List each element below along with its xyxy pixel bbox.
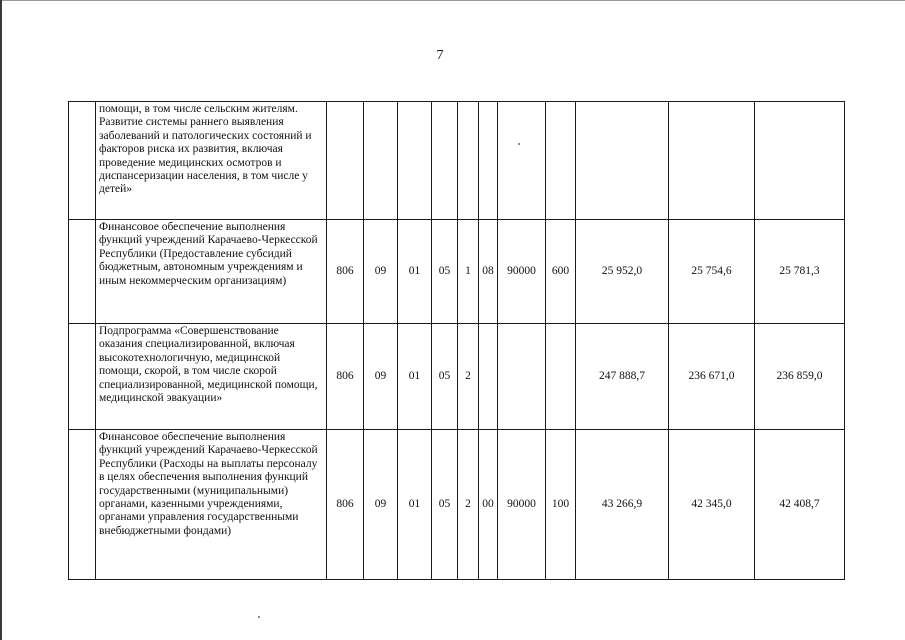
amount-year2-cell: 25 754,6 [669,220,755,324]
amount-year1-cell: 43 266,9 [576,430,669,580]
amount-year2-cell: 236 671,0 [669,324,755,430]
page-left-edge [0,0,2,640]
subprogram-code-cell: 2 [458,324,479,430]
budget-table [68,101,845,580]
row-number-cell [69,430,96,580]
table-row [69,102,845,220]
event-code-cell [479,102,498,220]
row-number-cell [69,324,96,430]
row-name-cell: Финансовое обеспечение выполнения функций учреждений Карачаево-Черкесской Республики (Расходы на выплаты персоналу в целях обеспечения выполнения функций государственными (муниципальными) органами, казенными учреждениями, органами управления государственными внебюджетными фондами) [96,430,327,580]
direction-code-cell: 90000 [498,220,546,324]
event-code-cell: 00 [479,430,498,580]
expense-type-cell [546,324,576,430]
row-name-cell: Финансовое обеспечение выполнения функций учреждений Карачаево-Черкесской Республики (Предоставление субсидий бюджетным, автономным учреждениям и иным некоммерческим организациям) [96,220,327,324]
amount-year1-cell [576,102,669,220]
expense-type-cell: 600 [546,220,576,324]
table-row [69,220,845,324]
direction-code-cell [498,324,546,430]
program-code-cell [432,102,458,220]
row-number-cell [69,220,96,324]
amount-year2-cell [669,102,755,220]
row-name-cell: помощи, в том числе сельским жителям. Развитие системы раннего выявления заболеваний и патологических состояний и факторов риска их развития, включая проведение медицинских осмотров и диспансеризации населения, в том числе у детей» [96,102,327,220]
amount-year3-cell: 236 859,0 [755,324,845,430]
subsection-code-cell [398,102,432,220]
row-name-cell: Подпрограмма «Совершенствование оказания специализированной, включая высокотехнологичную, медицинской помощи, скорой, в том числе скорой специализированной, медицинской помощи, медицинской эвакуации» [96,324,327,430]
expense-type-cell [546,102,576,220]
subprogram-code-cell [458,102,479,220]
direction-code-cell: 90000 [498,430,546,580]
section-code-cell: 09 [364,430,398,580]
ministry-code-cell [327,102,364,220]
scan-speck [518,143,520,145]
amount-year3-cell: 25 781,3 [755,220,845,324]
subprogram-code-cell: 1 [458,220,479,324]
event-code-cell: 08 [479,220,498,324]
expense-type-cell: 100 [546,430,576,580]
amount-year1-cell: 247 888,7 [576,324,669,430]
program-code-cell: 05 [432,324,458,430]
scan-speck [258,616,260,618]
amount-year1-cell: 25 952,0 [576,220,669,324]
section-code-cell [364,102,398,220]
subprogram-code-cell: 2 [458,430,479,580]
table-row [69,324,845,430]
amount-year2-cell: 42 345,0 [669,430,755,580]
subsection-code-cell: 01 [398,430,432,580]
direction-code-cell [498,102,546,220]
page-top-edge [0,0,905,1]
event-code-cell [479,324,498,430]
ministry-code-cell: 806 [327,324,364,430]
program-code-cell: 05 [432,220,458,324]
row-number-cell [69,102,96,220]
subsection-code-cell: 01 [398,324,432,430]
subsection-code-cell: 01 [398,220,432,324]
page-number: 7 [436,48,444,63]
table-row [69,430,845,580]
ministry-code-cell: 806 [327,220,364,324]
section-code-cell: 09 [364,324,398,430]
amount-year3-cell [755,102,845,220]
amount-year3-cell: 42 408,7 [755,430,845,580]
section-code-cell: 09 [364,220,398,324]
ministry-code-cell: 806 [327,430,364,580]
program-code-cell: 05 [432,430,458,580]
